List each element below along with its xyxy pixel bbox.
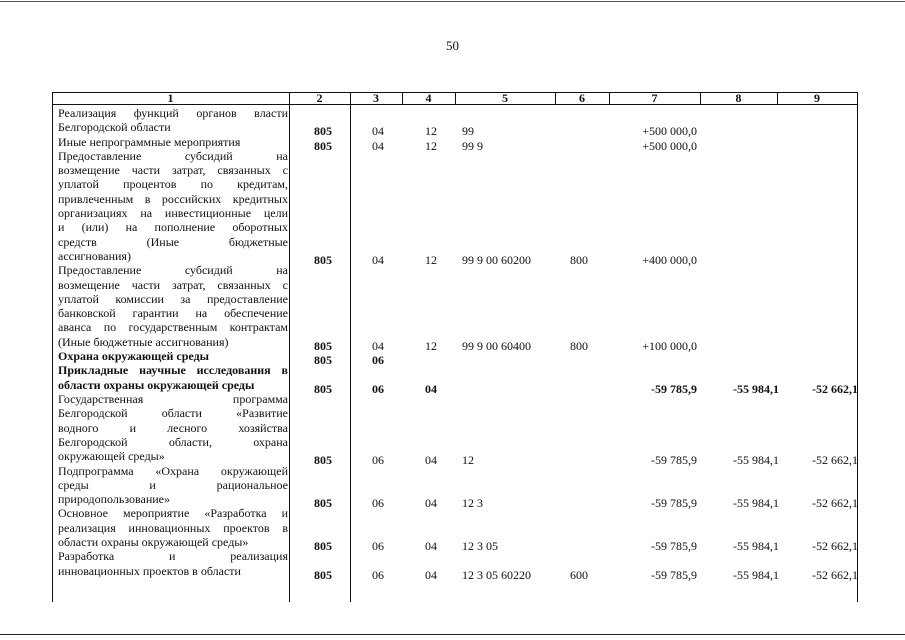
cell-c8: -55 984,1 [733,539,779,553]
column-divider-1 [289,92,290,602]
row-description [58,506,288,549]
cell-c2: 805 [314,253,332,267]
cell-c3: 04 [372,138,384,153]
cell-c5: 99 9 [462,138,483,153]
description-line: Прикладные научные исследования в [58,363,288,378]
description-line: и (или) на пополнение оборотных [58,220,288,235]
cell-c7: -59 785,9 [651,539,697,553]
cell-c5: 12 3 [462,496,483,511]
description-line: уплатой комиссии за предоставление [58,291,288,306]
header-col-6: 6 [579,91,585,105]
cell-c4: 12 [425,124,437,139]
header-col-5: 5 [502,91,508,105]
cell-c3: 06 [372,381,384,396]
cell-c4: 04 [425,381,437,396]
row-description [58,363,288,392]
cell-c8: -55 984,1 [733,496,779,511]
cell-c8: -55 984,1 [733,381,779,396]
description-line: инновационных проектов в области [58,563,241,578]
cell-c9: -52 662,1 [812,381,858,396]
cell-c4: 12 [425,138,437,153]
cell-c9: -52 662,1 [812,496,858,511]
cell-c5: 99 9 00 60400 [462,338,531,353]
description-line: Охрана окружающей среды [58,349,210,364]
row-description [58,464,288,507]
cell-c7: -59 785,9 [651,453,697,468]
cell-c9: -52 662,1 [812,453,858,468]
cell-c5: 12 [462,453,474,468]
cell-c3: 04 [372,124,384,139]
cell-c2: 805 [314,353,332,368]
description-line: области охраны окружающей среды» [58,534,249,549]
cell-c5: 12 3 05 [462,539,498,553]
cell-c4: 12 [425,338,437,353]
cell-c3: 06 [372,453,384,468]
cell-c8: -55 984,1 [733,567,779,582]
cell-c2: 805 [314,567,332,582]
description-line: природопользование» [58,492,171,507]
bottom-scan-edge [0,634,905,635]
table-left-border [52,92,53,602]
cell-c2: 805 [314,539,332,553]
cell-c6: 800 [570,338,588,353]
row-description [58,263,288,349]
cell-c7: +500 000,0 [642,138,697,153]
description-line: Белгородской области, охрана [58,434,288,449]
cell-c7: +400 000,0 [642,253,697,267]
description-line: привлеченным в российских кредитных [58,191,288,206]
description-line: реализация инновационных проектов в [58,520,288,535]
cell-c3: 06 [372,567,384,582]
description-line: Белгородской области «Развитие [58,406,288,421]
description-line: водного и лесного хозяйства [58,420,288,435]
cell-c7: -59 785,9 [651,496,697,511]
description-line: (Иные бюджетные ассигнования) [58,334,229,349]
header-col-8: 8 [735,91,742,105]
header-col-7: 7 [651,91,658,105]
description-line: возмещение части затрат, связанных с [58,163,288,178]
row-description [58,349,288,363]
description-line: возмещение части затрат, связанных с [58,277,288,292]
table-right-border [857,92,858,602]
budget-table [52,92,858,602]
description-line: аванса по государственным контрактам [58,320,288,335]
cell-c7: +500 000,0 [642,124,697,139]
header-col-2: 2 [316,91,323,105]
description-line: Подпрограмма «Охрана окружающей [58,463,288,478]
description-line: среды и рациональное [58,477,288,492]
cell-c3: 06 [372,496,384,511]
description-line: Предоставление субсидий на [58,148,288,163]
cell-c4: 12 [425,253,437,267]
cell-c5: 99 9 00 60200 [462,253,531,267]
row-description [58,549,288,578]
description-line: Белгородской области [58,120,171,135]
top-scan-edge [0,1,905,2]
cell-c9: -52 662,1 [812,539,858,553]
description-line: Реализация функций органов власти [58,106,288,120]
page-number: 50 [446,38,459,53]
cell-c4: 04 [425,496,437,511]
description-line: средств (Иные бюджетные [58,234,288,249]
row-description [58,149,288,263]
column-divider-2 [350,92,351,602]
row-description [58,392,288,463]
header-col-1: 1 [167,91,174,105]
cell-c7: -59 785,9 [651,381,697,396]
cell-c2: 805 [314,381,332,396]
cell-c4: 04 [425,567,437,582]
cell-c2: 805 [314,453,332,468]
header-col-4: 4 [425,91,432,105]
row-description [58,135,288,149]
cell-c9: -52 662,1 [812,567,858,582]
cell-c3: 04 [372,338,384,353]
cell-c8: -55 984,1 [733,453,779,468]
description-line: уплатой процентов по кредитам, [58,177,288,192]
description-line: организациях на инвестиционные цели [58,206,288,221]
description-line: окружающей среды» [58,449,165,464]
cell-c6: 800 [570,253,588,267]
cell-c2: 805 [314,138,332,153]
description-line: Иные непрограммные мероприятия [58,134,241,149]
description-line: области охраны окружающей среды [58,377,255,392]
cell-c2: 805 [314,496,332,511]
header-col-3: 3 [373,91,379,105]
cell-c2: 805 [314,124,332,139]
description-line: Основное мероприятие «Разработка и [58,506,288,521]
description-line: Государственная программа [58,392,288,406]
description-line: ассигнования) [58,248,131,263]
description-line: Предоставление субсидий на [58,263,288,278]
description-line: Разработка и реализация [58,549,288,564]
cell-c5: 12 3 05 60220 [462,567,531,582]
cell-c3: 04 [372,253,384,267]
header-col-9: 9 [814,91,820,105]
cell-c5: 99 [462,124,474,139]
cell-c6: 600 [570,567,588,582]
description-line: банковской гарантии на обеспечение [58,306,288,321]
row-description [58,106,288,135]
cell-c3: 06 [372,353,384,368]
cell-c4: 04 [425,453,437,468]
cell-c4: 04 [425,539,437,553]
cell-c7: +100 000,0 [642,338,697,353]
cell-c2: 805 [314,338,332,353]
cell-c3: 06 [372,539,384,553]
cell-c7: -59 785,9 [651,567,697,582]
